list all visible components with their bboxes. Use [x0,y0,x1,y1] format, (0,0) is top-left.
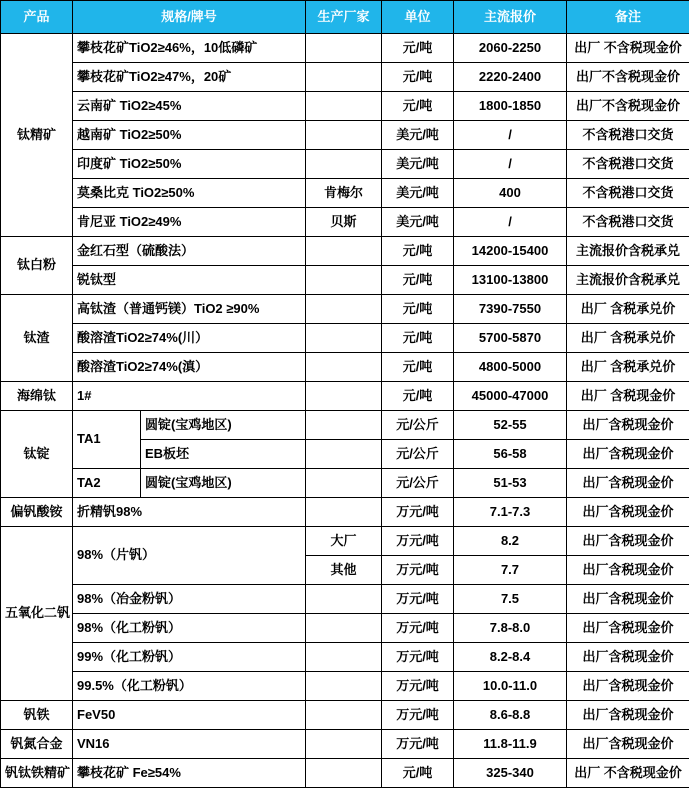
cell-price: 7.1-7.3 [454,498,567,527]
cell-price: 8.6-8.8 [454,701,567,730]
table-row [1,469,689,498]
cell-note: 出厂含税现金价 [567,440,689,469]
cell-spec-sub: 圆锭(宝鸡地区) [141,469,306,498]
cell-spec: 高钛渣（普通钙镁）TiO2 ≥90% [73,295,306,324]
cell-unit: 元/吨 [382,266,454,295]
table-header [1,1,689,34]
cell-price: / [454,150,567,179]
cell-price: 7.8-8.0 [454,614,567,643]
cell-price: 7.5 [454,585,567,614]
table-row [1,353,689,382]
cell-note: 主流报价含税承兑 [567,237,689,266]
table-row [1,730,689,759]
table-row [1,701,689,730]
cell-maker [306,672,382,701]
cell-unit: 元/吨 [382,324,454,353]
cell-maker [306,353,382,382]
cell-spec: 攀枝花矿TiO2≥47%，20矿 [73,63,306,92]
cell-note: 主流报价含税承兑 [567,266,689,295]
cell-unit: 万元/吨 [382,498,454,527]
table-row [1,759,689,788]
cell-spec: 98%（片钒） [73,527,306,585]
cell-price: 325-340 [454,759,567,788]
table-row [1,92,689,121]
cell-unit: 元/吨 [382,63,454,92]
cell-maker [306,237,382,266]
table-row [1,295,689,324]
cell-product: 钒铁 [1,701,73,730]
cell-note: 出厂含税现金价 [567,556,689,585]
header-product: 产品 [1,1,73,34]
cell-note: 出厂含税现金价 [567,672,689,701]
cell-unit: 万元/吨 [382,614,454,643]
cell-note: 出厂含税现金价 [567,730,689,759]
cell-note: 出厂 含税承兑价 [567,324,689,353]
cell-maker [306,701,382,730]
table-row [1,643,689,672]
cell-price: 13100-13800 [454,266,567,295]
cell-unit: 万元/吨 [382,643,454,672]
cell-price: 10.0-11.0 [454,672,567,701]
cell-spec: 酸溶渣TiO2≥74%(川） [73,324,306,353]
cell-unit: 元/吨 [382,353,454,382]
cell-maker [306,759,382,788]
cell-price: 14200-15400 [454,237,567,266]
header-row [1,1,689,34]
cell-unit: 美元/吨 [382,208,454,237]
cell-unit: 元/公斤 [382,411,454,440]
cell-price: 2060-2250 [454,34,567,63]
cell-note: 不含税港口交货 [567,121,689,150]
cell-spec: 肯尼亚 TiO2≥49% [73,208,306,237]
cell-unit: 元/吨 [382,759,454,788]
table-row [1,179,689,208]
header-spec: 规格/牌号 [73,1,306,34]
cell-spec: FeV50 [73,701,306,730]
header-price: 主流报价 [454,1,567,34]
cell-maker [306,92,382,121]
table-row [1,150,689,179]
cell-unit: 美元/吨 [382,150,454,179]
cell-spec: 金红石型（硫酸法） [73,237,306,266]
cell-price: / [454,208,567,237]
cell-unit: 元/公斤 [382,440,454,469]
cell-product: 海绵钛 [1,382,73,411]
cell-unit: 万元/吨 [382,585,454,614]
cell-unit: 美元/吨 [382,121,454,150]
cell-unit: 元/公斤 [382,469,454,498]
cell-note: 出厂含税现金价 [567,411,689,440]
table-row [1,324,689,353]
cell-price: / [454,121,567,150]
cell-product: 五氧化二钒 [1,527,73,701]
cell-maker [306,498,382,527]
cell-unit: 元/吨 [382,237,454,266]
cell-unit: 万元/吨 [382,730,454,759]
cell-maker [306,295,382,324]
cell-spec: 99%（化工粉钒） [73,643,306,672]
cell-unit: 万元/吨 [382,701,454,730]
cell-spec: 攀枝花矿TiO2≥46%，10低磷矿 [73,34,306,63]
cell-note: 不含税港口交货 [567,150,689,179]
cell-maker [306,382,382,411]
cell-spec-sub: 圆锭(宝鸡地区) [141,411,306,440]
cell-note: 出厂含税现金价 [567,585,689,614]
cell-note: 出厂 含税承兑价 [567,353,689,382]
cell-product: 钛渣 [1,295,73,382]
table-row [1,121,689,150]
cell-spec: 印度矿 TiO2≥50% [73,150,306,179]
table-body [1,34,689,788]
cell-unit: 元/吨 [382,295,454,324]
table-row [1,382,689,411]
cell-product: 钛锭 [1,411,73,498]
cell-product: 钛白粉 [1,237,73,295]
table-row [1,237,689,266]
cell-maker [306,34,382,63]
cell-note: 出厂含税现金价 [567,498,689,527]
table-row [1,585,689,614]
table-row [1,63,689,92]
cell-maker [306,469,382,498]
cell-maker [306,411,382,440]
cell-spec: 酸溶渣TiO2≥74%(滇） [73,353,306,382]
cell-note: 出厂含税现金价 [567,614,689,643]
cell-note: 出厂不含税现金价 [567,63,689,92]
cell-product: 偏钒酸铵 [1,498,73,527]
cell-maker: 贝斯 [306,208,382,237]
cell-spec: TA2 [73,469,141,498]
table-row [1,498,689,527]
cell-maker [306,614,382,643]
cell-maker [306,585,382,614]
table-row [1,672,689,701]
cell-product: 钒钛铁精矿 [1,759,73,788]
cell-unit: 元/吨 [382,382,454,411]
cell-price: 4800-5000 [454,353,567,382]
cell-note: 出厂 不含税现金价 [567,759,689,788]
cell-unit: 元/吨 [382,92,454,121]
table-row [1,527,689,556]
cell-note: 出厂含税现金价 [567,469,689,498]
cell-spec: 1# [73,382,306,411]
cell-spec: 折精钒98% [73,498,306,527]
cell-maker [306,121,382,150]
cell-spec: 莫桑比克 TiO2≥50% [73,179,306,208]
cell-product: 钒氮合金 [1,730,73,759]
cell-note: 出厂不含税现金价 [567,92,689,121]
table-row [1,208,689,237]
cell-maker [306,63,382,92]
cell-maker: 其他 [306,556,382,585]
table-row [1,34,689,63]
cell-spec: 云南矿 TiO2≥45% [73,92,306,121]
cell-note: 出厂含税现金价 [567,527,689,556]
cell-price: 11.8-11.9 [454,730,567,759]
cell-note: 出厂含税现金价 [567,643,689,672]
cell-maker [306,643,382,672]
cell-note: 不含税港口交货 [567,208,689,237]
cell-price: 45000-47000 [454,382,567,411]
cell-note: 出厂 含税现金价 [567,382,689,411]
cell-spec-sub: EB板坯 [141,440,306,469]
cell-spec: 攀枝花矿 Fe≥54% [73,759,306,788]
table-row [1,411,689,440]
cell-spec: VN16 [73,730,306,759]
cell-spec: TA1 [73,411,141,469]
cell-price: 8.2 [454,527,567,556]
cell-product: 钛精矿 [1,34,73,237]
cell-price: 8.2-8.4 [454,643,567,672]
header-note: 备注 [567,1,689,34]
cell-spec: 越南矿 TiO2≥50% [73,121,306,150]
cell-spec: 锐钛型 [73,266,306,295]
cell-maker: 肯梅尔 [306,179,382,208]
header-unit: 单位 [382,1,454,34]
cell-maker [306,266,382,295]
cell-unit: 万元/吨 [382,527,454,556]
cell-price: 2220-2400 [454,63,567,92]
cell-note: 出厂 不含税现金价 [567,34,689,63]
cell-price: 400 [454,179,567,208]
cell-maker [306,440,382,469]
cell-note: 出厂 含税承兑价 [567,295,689,324]
header-maker: 生产厂家 [306,1,382,34]
cell-price: 5700-5870 [454,324,567,353]
cell-spec: 98%（化工粉钒） [73,614,306,643]
cell-note: 出厂含税现金价 [567,701,689,730]
cell-unit: 万元/吨 [382,556,454,585]
cell-maker [306,730,382,759]
cell-price: 7390-7550 [454,295,567,324]
cell-price: 56-58 [454,440,567,469]
table-row [1,614,689,643]
cell-unit: 万元/吨 [382,672,454,701]
cell-note: 不含税港口交货 [567,179,689,208]
cell-price: 7.7 [454,556,567,585]
cell-price: 52-55 [454,411,567,440]
cell-maker [306,324,382,353]
cell-unit: 美元/吨 [382,179,454,208]
cell-price: 51-53 [454,469,567,498]
cell-price: 1800-1850 [454,92,567,121]
cell-unit: 元/吨 [382,34,454,63]
cell-maker: 大厂 [306,527,382,556]
cell-spec: 98%（冶金粉钒） [73,585,306,614]
cell-spec: 99.5%（化工粉钒） [73,672,306,701]
cell-maker [306,150,382,179]
table-row [1,266,689,295]
